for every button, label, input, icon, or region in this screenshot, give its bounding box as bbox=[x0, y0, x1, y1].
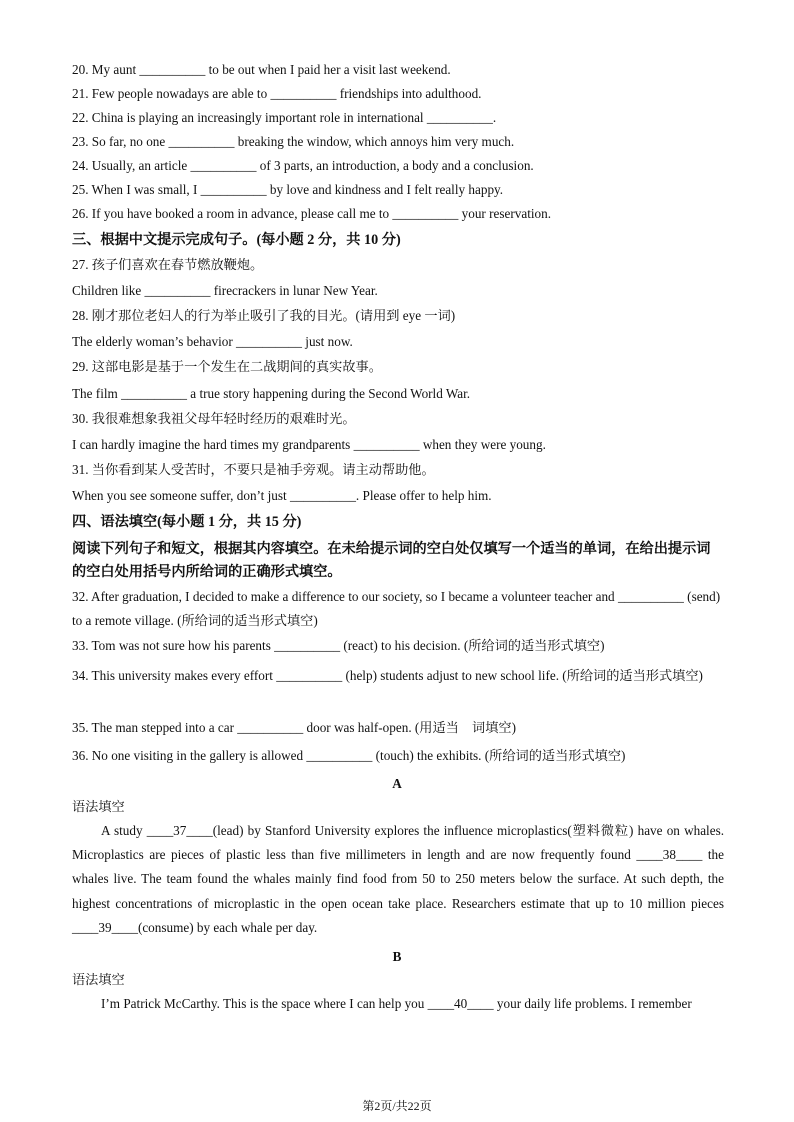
question-34: 34. This university makes every effort __________ (help) students adjust to new school life. (所给词的适当形式填空) bbox=[72, 668, 703, 683]
question-33: 33. Tom was not sure how his parents __________ (react) to his decision. (所给词的适当形式填空) bbox=[72, 638, 605, 653]
question-20: 20. My aunt __________ to be out when I paid her a visit last weekend. bbox=[72, 62, 451, 77]
question-23: 23. So far, no one __________ breaking the window, which annoys him very much. bbox=[72, 134, 515, 149]
question-24: 24. Usually, an article __________ of 3 parts, an introduction, a body and a conclusion. bbox=[72, 158, 534, 173]
section-4-heading: 四、语法填空(每小题 1 分，共 15 分) bbox=[72, 514, 302, 530]
section-3-heading: 三、根据中文提示完成句子。(每小题 2 分，共 10 分) bbox=[72, 232, 401, 248]
question-31-english: When you see someone suffer, don’t just __________. Please offer to help him. bbox=[72, 488, 492, 503]
page-number: 第2页/共22页 bbox=[362, 1099, 432, 1113]
question-32: 32. After graduation, I decided to make a difference to our society, so I became a volunteer teacher and __________ (send) to a remote village. (所给词的适当形式填空) bbox=[72, 589, 721, 628]
part-b-passage: I’m Patrick McCarthy. This is the space where I can help you ____40____ your daily life problems. I remember bbox=[101, 996, 692, 1011]
question-27-english: Children like __________ firecrackers in lunar New Year. bbox=[72, 283, 378, 298]
blank-39: ____39____ bbox=[72, 919, 138, 935]
question-36: 36. No one visiting in the gallery is allowed __________ (touch) the exhibits. (所给词的适当形式填空) bbox=[72, 748, 626, 763]
question-30-english: I can hardly imagine the hard times my grandparents __________ when they were young. bbox=[72, 437, 546, 452]
question-31-chinese: 31. 当你看到某人受苦时，不要只是袖手旁观。请主动帮助他。 bbox=[72, 462, 435, 477]
blank-38: ____38____ bbox=[636, 847, 703, 863]
part-b-letter: B bbox=[392, 949, 402, 964]
question-28-chinese: 28. 刚才那位老妇人的行为举止吸引了我的目光。(请用到 eye 一词) bbox=[72, 308, 456, 323]
question-30-chinese: 30. 我很难想象我祖父母年轻时经历的艰难时光。 bbox=[72, 411, 356, 426]
blank-37: ____37____ bbox=[146, 823, 213, 838]
part-a-passage: A study ____37____(lead) by Stanford University explores the influence microplastics(塑料微粒) have on whales. Microplastics are pieces of plastic less than five millimeters in length and are now frequently found ____38____ the whales live. The team found the whales mainly find food from 50 to 250 meters below the surface. At such depth, the highest concentrations of microplastic in the open ocean take place. Researchers estimate that up to 10 million pieces ____39____(consume) by each whale per day. bbox=[72, 823, 724, 935]
question-25: 25. When I was small, I __________ by love and kindness and I felt really happy. bbox=[72, 182, 504, 197]
part-b-label: 语法填空 bbox=[72, 972, 125, 987]
question-29-chinese: 29. 这部电影是基于一个发生在二战期间的真实故事。 bbox=[72, 359, 382, 374]
section-4-instruction: 阅读下列句子和短文，根据其内容填空。在未给提示词的空白处仅填写一个适当的单词，在给出提示词的空白处用括号内所给词的正确形式填空。 bbox=[72, 541, 711, 580]
question-26: 26. If you have booked a room in advance, please call me to __________ your reservation. bbox=[72, 206, 551, 221]
question-21: 21. Few people nowadays are able to __________ friendships into adulthood. bbox=[72, 86, 482, 101]
question-27-chinese: 27. 孩子们喜欢在春节燃放鞭炮。 bbox=[72, 257, 264, 272]
part-a-label: 语法填空 bbox=[72, 799, 125, 814]
question-35: 35. The man stepped into a car __________ door was half-open. (用适当 词填空) bbox=[72, 720, 517, 735]
question-29-english: The film __________ a true story happening during the Second World War. bbox=[72, 386, 471, 401]
question-28-english: The elderly woman’s behavior __________ just now. bbox=[72, 334, 353, 349]
blank-40: ____40____ bbox=[427, 996, 494, 1011]
part-a-letter: A bbox=[392, 776, 402, 791]
question-22: 22. China is playing an increasingly important role in international __________. bbox=[72, 110, 497, 125]
